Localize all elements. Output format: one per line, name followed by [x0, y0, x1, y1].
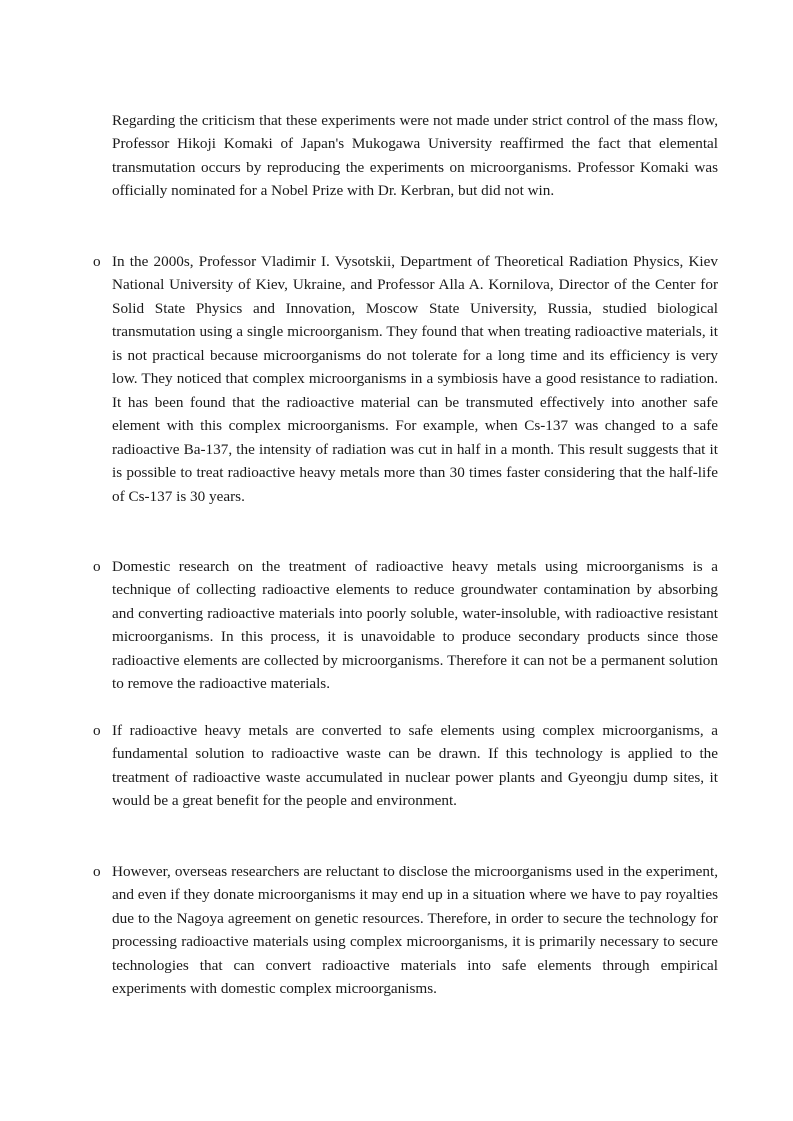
bullet-item-text: Domestic research on the treatment of radioactive heavy metals using microorganisms is a technique of collecting radioactive elements to reduce groundwater contamination by absorbing and converting radioactive materials into poorly soluble, water-insoluble, with radioactive resistant microorganisms. In this process, it is unavoidable to produce secondary products since those radioactive elements are collected by microorganisms. Therefore it can not be a permanent solution to remove the radioactive materials. — [112, 558, 718, 693]
bullet-item-text: If radioactive heavy metals are converted to safe elements using complex microorganisms, a fundamental solution to radioactive waste can be drawn. If this technology is applied to the treatment of radioactive waste accumulated in nuclear power plants and Gyeongju dump sites, it would be a great benefit for the people and environment. — [112, 722, 718, 810]
paragraph-komaki-criticism — [112, 109, 718, 203]
bullet-marker: o — [93, 253, 101, 270]
bullet-item-domestic-research — [93, 555, 718, 696]
bullet-item-text: However, overseas researchers are reluctant to disclose the microorganisms used in the experiment, and even if they donate microorganisms it may end up in a situation where we have to pay royalties due to the Nagoya agreement on genetic resources. Therefore, in order to secure the technology for processing radioactive materials using complex microorganisms, it is primarily necessary to secure technologies that can convert radioactive materials into safe elements through empirical experiments with domestic complex microorganisms. — [112, 863, 718, 998]
bullet-item-fundamental-solution — [93, 719, 718, 813]
bullet-item-text: In the 2000s, Professor Vladimir I. Vysotskii, Department of Theoretical Radiation Physics, Kiev National University of Kiev, Ukraine, and Professor Alla A. Kornilova, Director of the Center for Solid State Physics and Innovation, Moscow State University, Russia, studied biological transmutation using a single microorganism. They found that when treating radioactive materials, it is not practical because microorganisms do not tolerate for a long time and its efficiency is very low. They noticed that complex microorganisms in a symbiosis have a good resistance to radiation. It has been found that the radioactive material can be transmuted effectively into another safe element with this complex microorganisms. For example, when Cs-137 was changed to a safe radioactive Ba-137, the intensity of radiation was cut in half in a month. This result suggests that it is possible to treat radioactive heavy metals more than 30 times faster considering that the half-life of Cs-137 is 30 years. — [112, 253, 718, 505]
paragraph-text: Regarding the criticism that these experiments were not made under strict control of the mass flow, Professor Hikoji Komaki of Japan's Mukogawa University reaffirmed the fact that elemental transmutation occurs by reproducing the experiments on microorganisms. Professor Komaki was officially nominated for a Nobel Prize with Dr. Kerbran, but did not win. — [112, 112, 718, 200]
bullet-marker: o — [93, 863, 101, 880]
bullet-marker: o — [93, 558, 101, 575]
bullet-marker: o — [93, 722, 101, 739]
bullet-item-overseas-researchers — [93, 860, 718, 1001]
bullet-item-vysotskii-research — [93, 250, 718, 508]
